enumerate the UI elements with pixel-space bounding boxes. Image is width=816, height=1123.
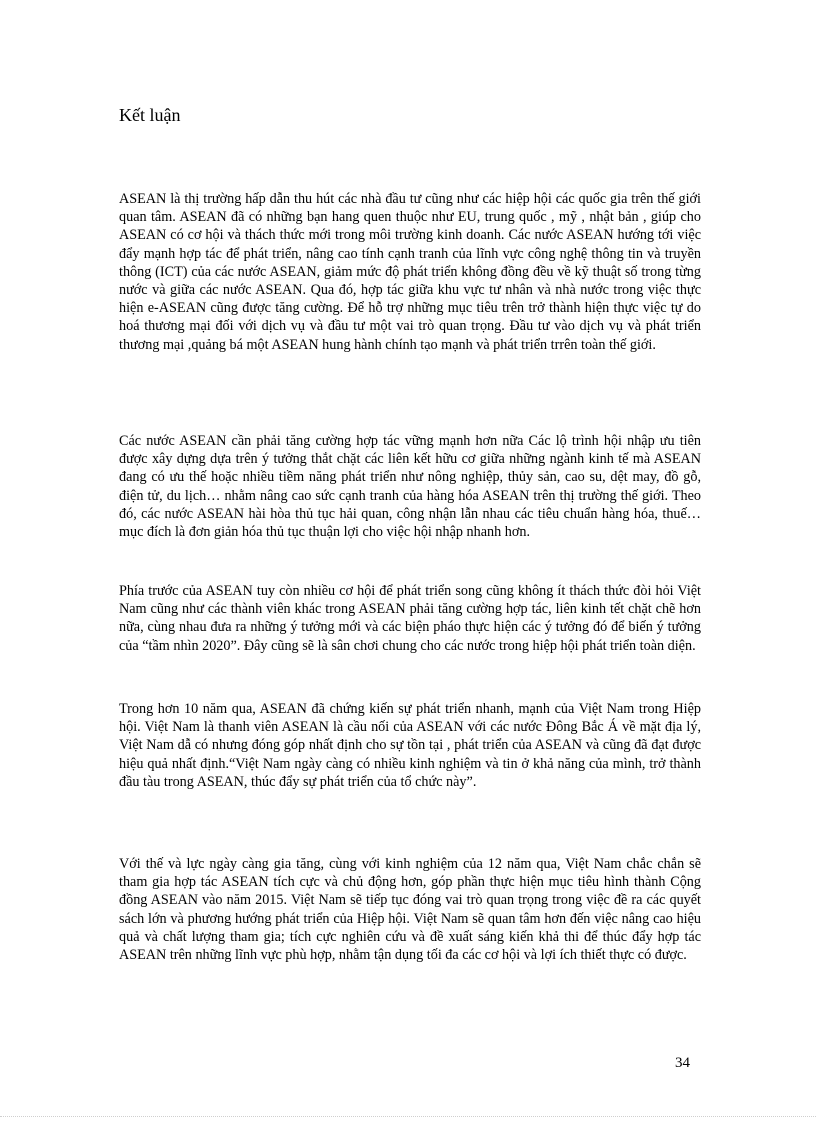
page-number: 34 (675, 1055, 690, 1071)
paragraph-2: Các nước ASEAN cần phải tăng cường hợp tác vững mạnh hơn nữa Các lộ trình hội nhập ưu tiên được xây dựng dựa trên ý tưởng thắt chặt các liên kết hữu cơ giữa những ngành kinh tế mà ASEAN đang có ưu thế hoặc nhiều tiềm năng phát triển như nông nghiệp, thủy sản, cao su, dệt may, đồ gỗ, điện tử, du lịch… nhằm nâng cao sức cạnh tranh của hàng hóa ASEAN trên thị trường thế giới. Theo đó, các nước ASEAN hài hòa thủ tục hải quan, công nhận lẫn nhau các tiêu chuẩn hàng hóa, thuế… mục đích là đơn giản hóa thủ tục thuận lợi cho việc hội nhập nhanh hơn. (119, 433, 701, 541)
paragraph-4: Trong hơn 10 năm qua, ASEAN đã chứng kiến sự phát triển nhanh, mạnh của Việt Nam trong Hiệp hội. Việt Nam là thanh viên ASEAN là cầu nối của ASEAN với các nước Đông Bắc Á về mặt địa lý, Việt Nam dẫ có nhưng đóng góp nhất định cho sự tồn tại , phát triển của ASEAN và cũng đã đạt được hiệu quả nhất định.“Việt Nam ngày càng có nhiều kinh nghiệm và tin ở khả năng của mình, trở thành đầu tàu trong ASEAN, thúc đẩy sự phát triển của tổ chức này”. (119, 701, 701, 790)
paragraph-5: Với thế và lực ngày càng gia tăng, cùng với kinh nghiệm của 12 năm qua, Việt Nam chắc chắn sẽ tham gia hợp tác ASEAN tích cực và chủ động hơn, góp phần thực hiện mục tiêu hình thành Cộng đồng ASEAN vào năm 2015. Việt Nam sẽ tiếp tục đóng vai trò quan trọng trong việc đề ra các quyết sách lớn và phương hướng phát triển của Hiệp hội. Việt Nam sẽ quan tâm hơn đến việc nâng cao hiệu quả và chất lượng tham gia; tích cực nghiên cứu và đề xuất sáng kiến khả thi để thúc đẩy hợp tác ASEAN trên những lĩnh vực phù hợp, nhằm tận dụng tối đa các cơ hội và lợi ích thiết thực có được. (119, 856, 701, 964)
paragraph-1: ASEAN là thị trường hấp dẫn thu hút các nhà đầu tư cũng như các hiệp hội các quốc gia trên thế giới quan tâm. ASEAN đã có những bạn hang quen thuộc như EU, trung quốc , mỹ , nhật bản , giúp cho ASEAN có cơ hội và thách thức mới trong môi trường kinh doanh. Các nước ASEAN hướng tới việc đẩy mạnh hợp tác để phát triển, nâng cao tính cạnh tranh của lĩnh vực công nghệ thông tin và truyền thông (ICT) của các nước ASEAN, giảm mức độ phát triển không đồng đều về kỹ thuật số trong từng nước và giữa các nước ASEAN. Qua đó, hợp tác giữa khu vực tư nhân và nhà nước trong việc thực hiện e-ASEAN cũng được tăng cường. Để hỗ trợ những mục tiêu trên trở thành hiện thực việc tự do hoá thương mại đối với dịch vụ và đầu tư một vai trò quan trọng. Đầu tư vào dịch vụ và phát triển thương mại ,quảng bá một ASEAN hung hành chính tạo mạnh và phát triển trrên toàn thế giới. (119, 191, 701, 353)
page-bottom-divider (0, 1116, 816, 1117)
paragraph-3: Phía trước của ASEAN tuy còn nhiều cơ hội để phát triển song cũng không ít thách thức đòi hỏi Việt Nam cũng như các thành viên khác trong ASEAN phải tăng cường hợp tác, liên kinh tết chặt chẽ hơn nữa, cùng nhau đưa ra những ý tưởng mới và các biện pháo thực hiện các ý tưởng đó để biến ý tưởng của “tầm nhìn 2020”. Đây cũng sẽ là sân chơi chung cho các nước trong hiệp hội phát triển toàn diện. (119, 583, 701, 654)
section-heading: Kết luận (119, 105, 181, 125)
